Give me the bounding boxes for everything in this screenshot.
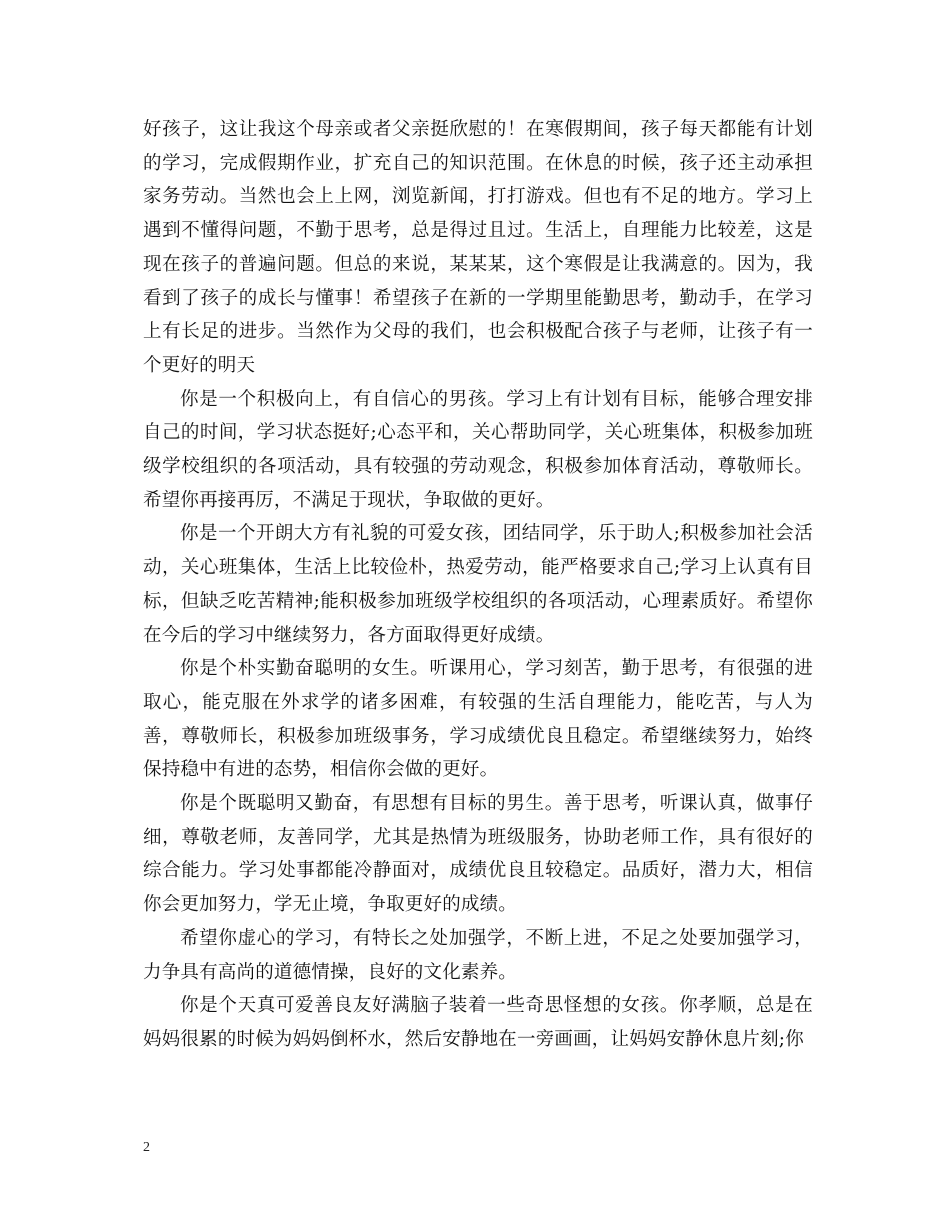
paragraph-2: 你是一个积极向上，有自信心的男孩。学习上有计划有目标，能够合理安排自己的时间，学习状态挺好;心态平和，关心帮助同学，关心班集体，积极参加班级学校组织的各项活动，具有较强的劳动观念，积极参加体育活动，尊敬师长。希望你再接再厉，不满足于现状，争取做的更好。 [143,388,813,511]
paragraph-3: 你是一个开朗大方有礼貌的可爱女孩，团结同学，乐于助人;积极参加社会活动，关心班集体，生活上比较俭朴，热爱劳动，能严格要求自己;学习上认真有目标，但缺乏吃苦精神;能积极参加班级学校组织的各项活动，心理素质好。希望你在今后的学习中继续努力，各方面取得更好成绩。 [143,523,813,646]
body-text [143,113,813,1057]
page-number: 2 [143,1140,150,1155]
paragraph-5: 你是个既聪明又勤奋，有思想有目标的男生。善于思考，听课认真，做事仔细，尊敬老师，友善同学，尤其是热情为班级服务，协助老师工作，具有很好的综合能力。学习处事都能冷静面对，成绩优良且较稳定。品质好，潜力大，相信你会更加努力，学无止境，争取更好的成绩。 [143,793,813,916]
paragraph-4: 你是个朴实勤奋聪明的女生。听课用心，学习刻苦，勤于思考，有很强的进取心，能克服在外求学的诸多困难，有较强的生活自理能力，能吃苦，与人为善，尊敬师长，积极参加班级事务，学习成绩优良且稳定。希望继续努力，始终保持稳中有进的态势，相信你会做的更好。 [143,658,813,781]
paragraph-7: 你是个天真可爱善良友好满脑子装着一些奇思怪想的女孩。你孝顺，总是在妈妈很累的时候为妈妈倒杯水，然后安静地在一旁画画，让妈妈安静休息片刻;你 [143,995,813,1050]
paragraph-1: 好孩子，这让我这个母亲或者父亲挺欣慰的！在寒假期间，孩子每天都能有计划的学习，完成假期作业，扩充自己的知识范围。在休息的时候，孩子还主动承担家务劳动。当然也会上上网，浏览新闻，打打游戏。但也有不足的地方。学习上遇到不懂得问题，不勤于思考，总是得过且过。生活上，自理能力比较差，这是现在孩子的普遍问题。但总的来说，某某某，这个寒假是让我满意的。因为，我看到了孩子的成长与懂事！希望孩子在新的一学期里能勤思考，勤动手，在学习上有长足的进步。当然作为父母的我们，也会积极配合孩子与老师，让孩子有一个更好的明天 [143,119,813,376]
paragraph-6: 希望你虚心的学习，有特长之处加强学，不断上进，不足之处要加强学习，力争具有高尚的道德情操，良好的文化素养。 [143,927,813,983]
